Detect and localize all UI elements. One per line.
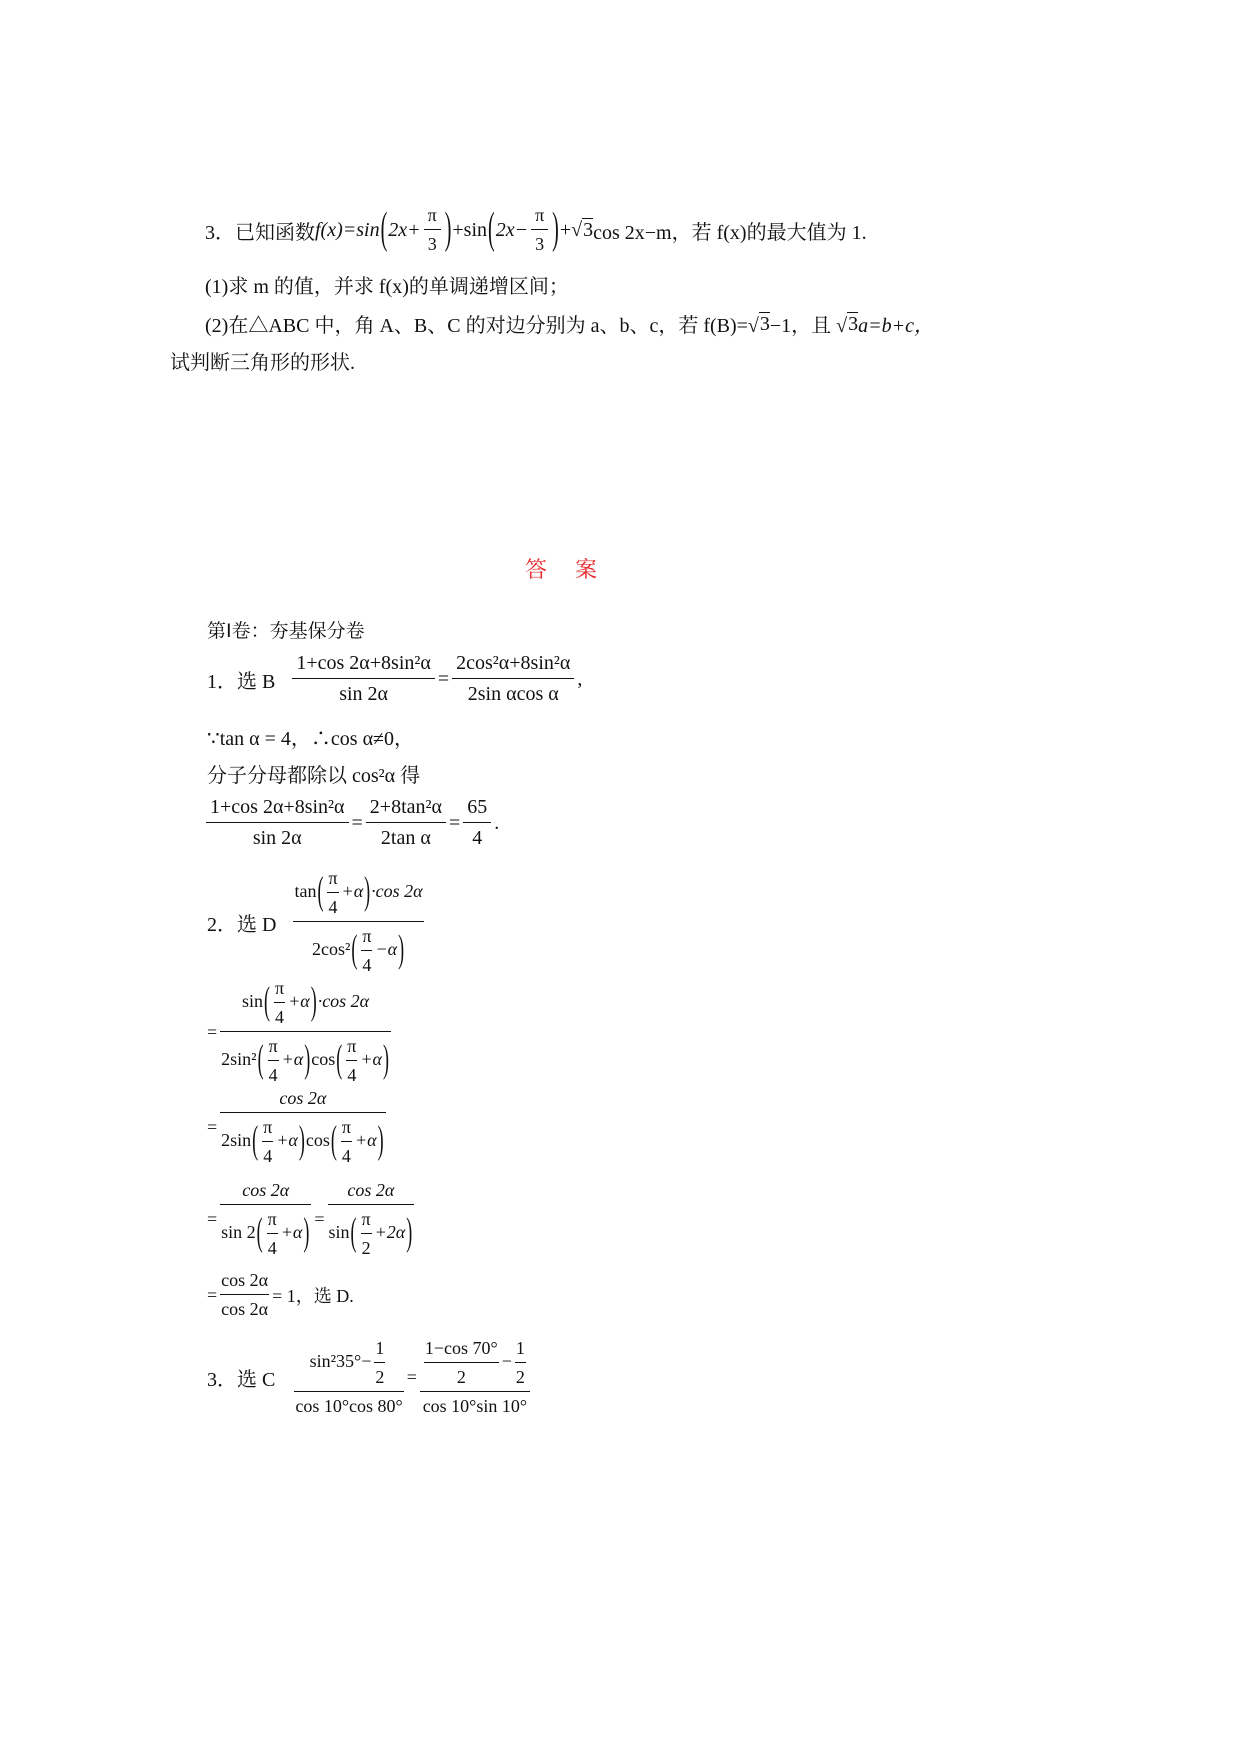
answer-label: 1．选 B (207, 670, 276, 693)
numerator: π (341, 1117, 352, 1142)
denominator: 4 (341, 1146, 351, 1166)
fraction (220, 978, 391, 1086)
section-title: 第Ⅰ卷：夯基保分卷 (207, 620, 365, 642)
parenthesis: ) (364, 868, 371, 913)
numerator: 1+cos 2α+8sin²α (292, 652, 435, 679)
q3-arg2: 2x− (495, 218, 529, 241)
math-text: −α (375, 939, 398, 960)
denominator: sin 2α (339, 683, 389, 705)
math-text: cos (311, 1049, 336, 1070)
math-text (374, 1338, 385, 1388)
parenthesis: ( (330, 1117, 337, 1162)
math-text: = (207, 1209, 218, 1229)
sqrt-sign: +√ (559, 218, 583, 241)
math-text: +α (360, 1049, 382, 1070)
parenthesis: ) (377, 1117, 384, 1162)
math-text: cos 2α (242, 1180, 290, 1200)
math-text: +α (280, 1222, 303, 1243)
answer-title: 答案 (525, 557, 626, 582)
denominator (220, 1205, 311, 1259)
q3-part2-text: a=b+c， (858, 315, 935, 337)
parenthesis: ( (351, 926, 358, 971)
math-text: sin 2 (221, 1222, 256, 1243)
denominator: 2 (361, 1238, 371, 1258)
parenthesis: ( (257, 1036, 264, 1081)
answer-2-step2 (207, 978, 394, 1086)
numerator (220, 1088, 385, 1113)
math-text: +α (281, 1049, 304, 1070)
math-text (515, 1338, 526, 1388)
answer-label: 2．选 D (207, 913, 277, 936)
math-text: +α (354, 1130, 377, 1151)
denominator (311, 922, 406, 976)
denominator: 4 (472, 827, 483, 849)
numerator: 65 (463, 796, 491, 823)
answer-2-step3 (207, 1088, 389, 1167)
math-text: cos 2α (279, 1088, 327, 1108)
parenthesis: ( (336, 1036, 343, 1081)
numerator: π (361, 1209, 372, 1234)
denominator: 3 (427, 234, 437, 254)
q3-function: f(x)=sin (315, 218, 380, 241)
answer-1-line1 (207, 652, 582, 706)
parenthesis: ) (382, 1036, 389, 1081)
fraction (420, 1338, 530, 1417)
numerator (220, 978, 391, 1032)
math-text (262, 1117, 273, 1167)
fraction (463, 796, 491, 850)
numerator: 2+8tan²α (366, 796, 446, 823)
denominator (220, 1113, 385, 1167)
denominator: 2 (515, 1367, 525, 1387)
numerator: 1−cos 70° (424, 1338, 499, 1363)
denominator: cos 10°sin 10° (422, 1396, 528, 1416)
numerator: π (424, 205, 441, 230)
numerator: 1 (515, 1338, 526, 1363)
math-text: cos (305, 1130, 330, 1151)
numerator: π (274, 978, 285, 1003)
numerator: 1 (374, 1338, 385, 1363)
denominator: 4 (347, 1065, 357, 1085)
q3-stem-end: cos 2x−m，若 f(x)的最大值为 1. (593, 221, 867, 244)
parenthesis: ) (406, 1209, 413, 1254)
fraction (424, 205, 441, 255)
q3-part2-cont: 试判断三角形的形状. (170, 352, 355, 374)
math-text: +α (288, 991, 310, 1012)
fraction (366, 796, 446, 850)
fraction (220, 1270, 269, 1320)
math-text: +α (341, 881, 364, 902)
math-text: +α (276, 1130, 298, 1151)
denominator: 2tan α (380, 827, 431, 849)
answer-2-step1 (207, 868, 427, 976)
math-text: = (207, 1021, 218, 1042)
parenthesis: ( (350, 1209, 357, 1254)
math-text: = (207, 1284, 218, 1305)
math-text: ·cos 2α (317, 991, 370, 1012)
denominator: cos 10°cos 80° (295, 1396, 403, 1416)
denominator: 2 (375, 1367, 385, 1387)
q3-part2 (205, 309, 934, 338)
numerator (293, 868, 423, 922)
parenthesis: ( (488, 204, 495, 254)
denominator: 4 (362, 955, 372, 975)
numerator: π (346, 1036, 357, 1061)
denominator: 4 (268, 1065, 278, 1085)
math-text: = (437, 667, 450, 690)
numerator: π (361, 926, 372, 951)
math-text: 2sin (221, 1130, 252, 1151)
math-text: = (207, 1117, 218, 1137)
math-text: = (406, 1367, 417, 1387)
answer-2-step4 (207, 1180, 417, 1259)
math-text: . (494, 811, 500, 834)
math-text: sin²35°− (309, 1351, 372, 1372)
denominator: 2 (456, 1367, 466, 1387)
math-text: , (577, 667, 583, 690)
answer-2-step5 (207, 1270, 354, 1320)
question-3-stem (205, 205, 867, 255)
denominator (220, 1032, 391, 1086)
numerator: π (327, 868, 338, 893)
math-text (341, 1117, 352, 1167)
denominator: 3 (535, 234, 545, 254)
fraction (220, 1180, 311, 1259)
parenthesis: ( (317, 868, 324, 913)
math-text: = (314, 1209, 325, 1229)
fraction (531, 205, 548, 255)
numerator (220, 1180, 311, 1205)
parenthesis: ) (303, 1209, 310, 1254)
numerator: $\frac{1-\cos 70^\circ}{2}$ − $\frac{1}{2}$ (420, 1338, 530, 1392)
fraction (452, 652, 574, 706)
answer-1-line2: ∵tan α = 4，∴cos α≠0， (207, 728, 415, 750)
q3-number: 3．已知函数 (205, 221, 315, 244)
denominator: cos 2α (221, 1299, 269, 1319)
denominator: 4 (275, 1007, 285, 1027)
math-text (274, 978, 285, 1028)
numerator: π (262, 1117, 273, 1142)
math-text: +2α (374, 1222, 406, 1243)
math-text (361, 1209, 372, 1259)
answer-label: 3．选 C (207, 1369, 276, 1391)
numerator: 1+cos 2α+8sin²α (206, 796, 349, 823)
math-text: sin (241, 991, 263, 1012)
q3-part2-text: (2)在△ABC 中，角 A、B、C 的对边分别为 a、b、c，若 f(B)=√ (205, 315, 759, 337)
math-text: tan (294, 881, 317, 902)
answer-1-line3: 分子分母都除以 cos²α 得 (207, 765, 421, 787)
numerator: cos 2α (220, 1270, 269, 1295)
math-text (267, 1209, 278, 1259)
fraction (206, 796, 349, 850)
fraction (328, 1180, 415, 1259)
parenthesis: ( (256, 1209, 263, 1254)
parenthesis: ( (252, 1117, 259, 1162)
parenthesis: ( (263, 978, 270, 1023)
answer-1-line4 (203, 796, 499, 850)
parenthesis: ( (380, 204, 388, 254)
q3-part1: (1)求 m 的值，并求 f(x)的单调递增区间； (205, 276, 569, 298)
math-text (268, 1036, 279, 1086)
math-text (424, 1338, 499, 1388)
q3-part2-text: −1，且 √ (769, 315, 848, 337)
math-text: sin (328, 1222, 350, 1243)
sqrt-radicand: 3 (848, 312, 859, 335)
numerator (328, 1180, 415, 1205)
denominator: 4 (328, 897, 338, 917)
parenthesis: ) (444, 204, 452, 254)
denominator: 4 (263, 1146, 273, 1166)
parenthesis: ) (552, 204, 559, 254)
sqrt-radicand: 3 (583, 219, 594, 241)
numerator: 2cos²α+8sin²α (452, 652, 574, 679)
answer-2-conclusion: = 1，选 D. (272, 1286, 354, 1306)
parenthesis: ) (310, 978, 317, 1023)
denominator: sin 2α (252, 827, 302, 849)
answer-3-line1 (207, 1338, 533, 1417)
numerator: π (267, 1209, 278, 1234)
math-text (346, 1036, 357, 1086)
math-text: = (351, 811, 363, 834)
parenthesis: ) (398, 926, 405, 971)
parenthesis: ) (298, 1117, 305, 1162)
q3-plus-sin: +sin (452, 218, 488, 241)
numerator: π (268, 1036, 279, 1061)
fraction (294, 1338, 403, 1417)
fraction (292, 652, 435, 706)
math-text: 2cos² (311, 939, 351, 960)
math-text (327, 868, 338, 918)
numerator: π (531, 205, 548, 230)
denominator: 2sin αcos α (467, 683, 559, 705)
numerator (294, 1338, 403, 1392)
q3-arg1: 2x+ (388, 218, 421, 241)
denominator: 4 (267, 1238, 277, 1258)
math-text (361, 926, 372, 976)
sqrt-radicand: 3 (759, 312, 770, 335)
math-text: 2sin² (221, 1049, 257, 1070)
fraction (220, 1088, 385, 1167)
math-text: ·cos 2α (371, 881, 423, 902)
math-text: = (448, 811, 461, 834)
math-text: cos 2α (347, 1180, 395, 1200)
fraction (293, 868, 423, 976)
parenthesis: ) (304, 1036, 311, 1081)
denominator (328, 1205, 415, 1259)
